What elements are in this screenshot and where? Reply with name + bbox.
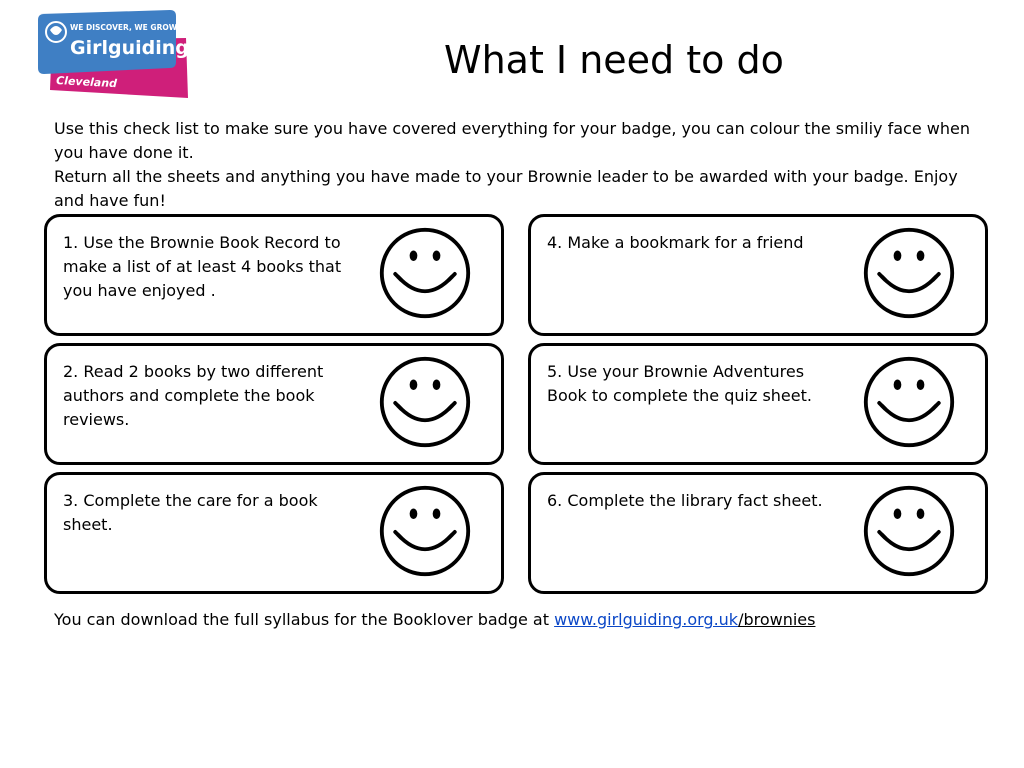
smiley-face-icon[interactable] [861,354,957,450]
girlguiding-cleveland-logo [36,10,192,102]
intro-line-1: Use this check list to make sure you have covered everything for your badge, you can colour the smiliy face when you have done it. [54,119,970,162]
smiley-face-icon[interactable] [377,225,473,321]
girlguiding-website-link[interactable]: www.girlguiding.org.uk [554,610,739,629]
task-text: 2. Read 2 books by two different authors and complete the book reviews. [63,362,324,429]
intro-instructions [54,117,984,213]
page-title: What I need to do [444,38,784,82]
task-text: 5. Use your Brownie Adventures Book to complete the quiz sheet. [547,362,812,405]
svg-text:Girlguiding: Girlguiding [70,37,189,59]
task-card-1 [44,214,504,336]
task-text: 3. Complete the care for a book sheet. [63,491,318,534]
task-card-2 [44,343,504,465]
smiley-face-icon[interactable] [377,483,473,579]
task-card-3 [44,472,504,594]
smiley-face-icon[interactable] [861,483,957,579]
smiley-face-icon[interactable] [861,225,957,321]
task-text: 6. Complete the library fact sheet. [547,491,823,510]
smiley-face-icon[interactable] [377,354,473,450]
svg-text:Cleveland: Cleveland [55,74,118,91]
task-card-4 [528,214,988,336]
task-text: 4. Make a bookmark for a friend [547,233,804,252]
intro-line-2: Return all the sheets and anything you have made to your Brownie leader to be awarded with your badge. Enjoy and have fun! [54,167,958,210]
task-text: 1. Use the Brownie Book Record to make a list of at least 4 books that you have enjoyed . [63,233,342,300]
footer-prefix: You can download the full syllabus for the Booklover badge at [54,610,555,629]
syllabus-download-note [54,608,815,632]
svg-text:WE DISCOVER, WE GROW: WE DISCOVER, WE GROW [70,23,177,32]
brownies-path-link[interactable]: /brownies [738,610,816,629]
task-card-6 [528,472,988,594]
task-card-5 [528,343,988,465]
